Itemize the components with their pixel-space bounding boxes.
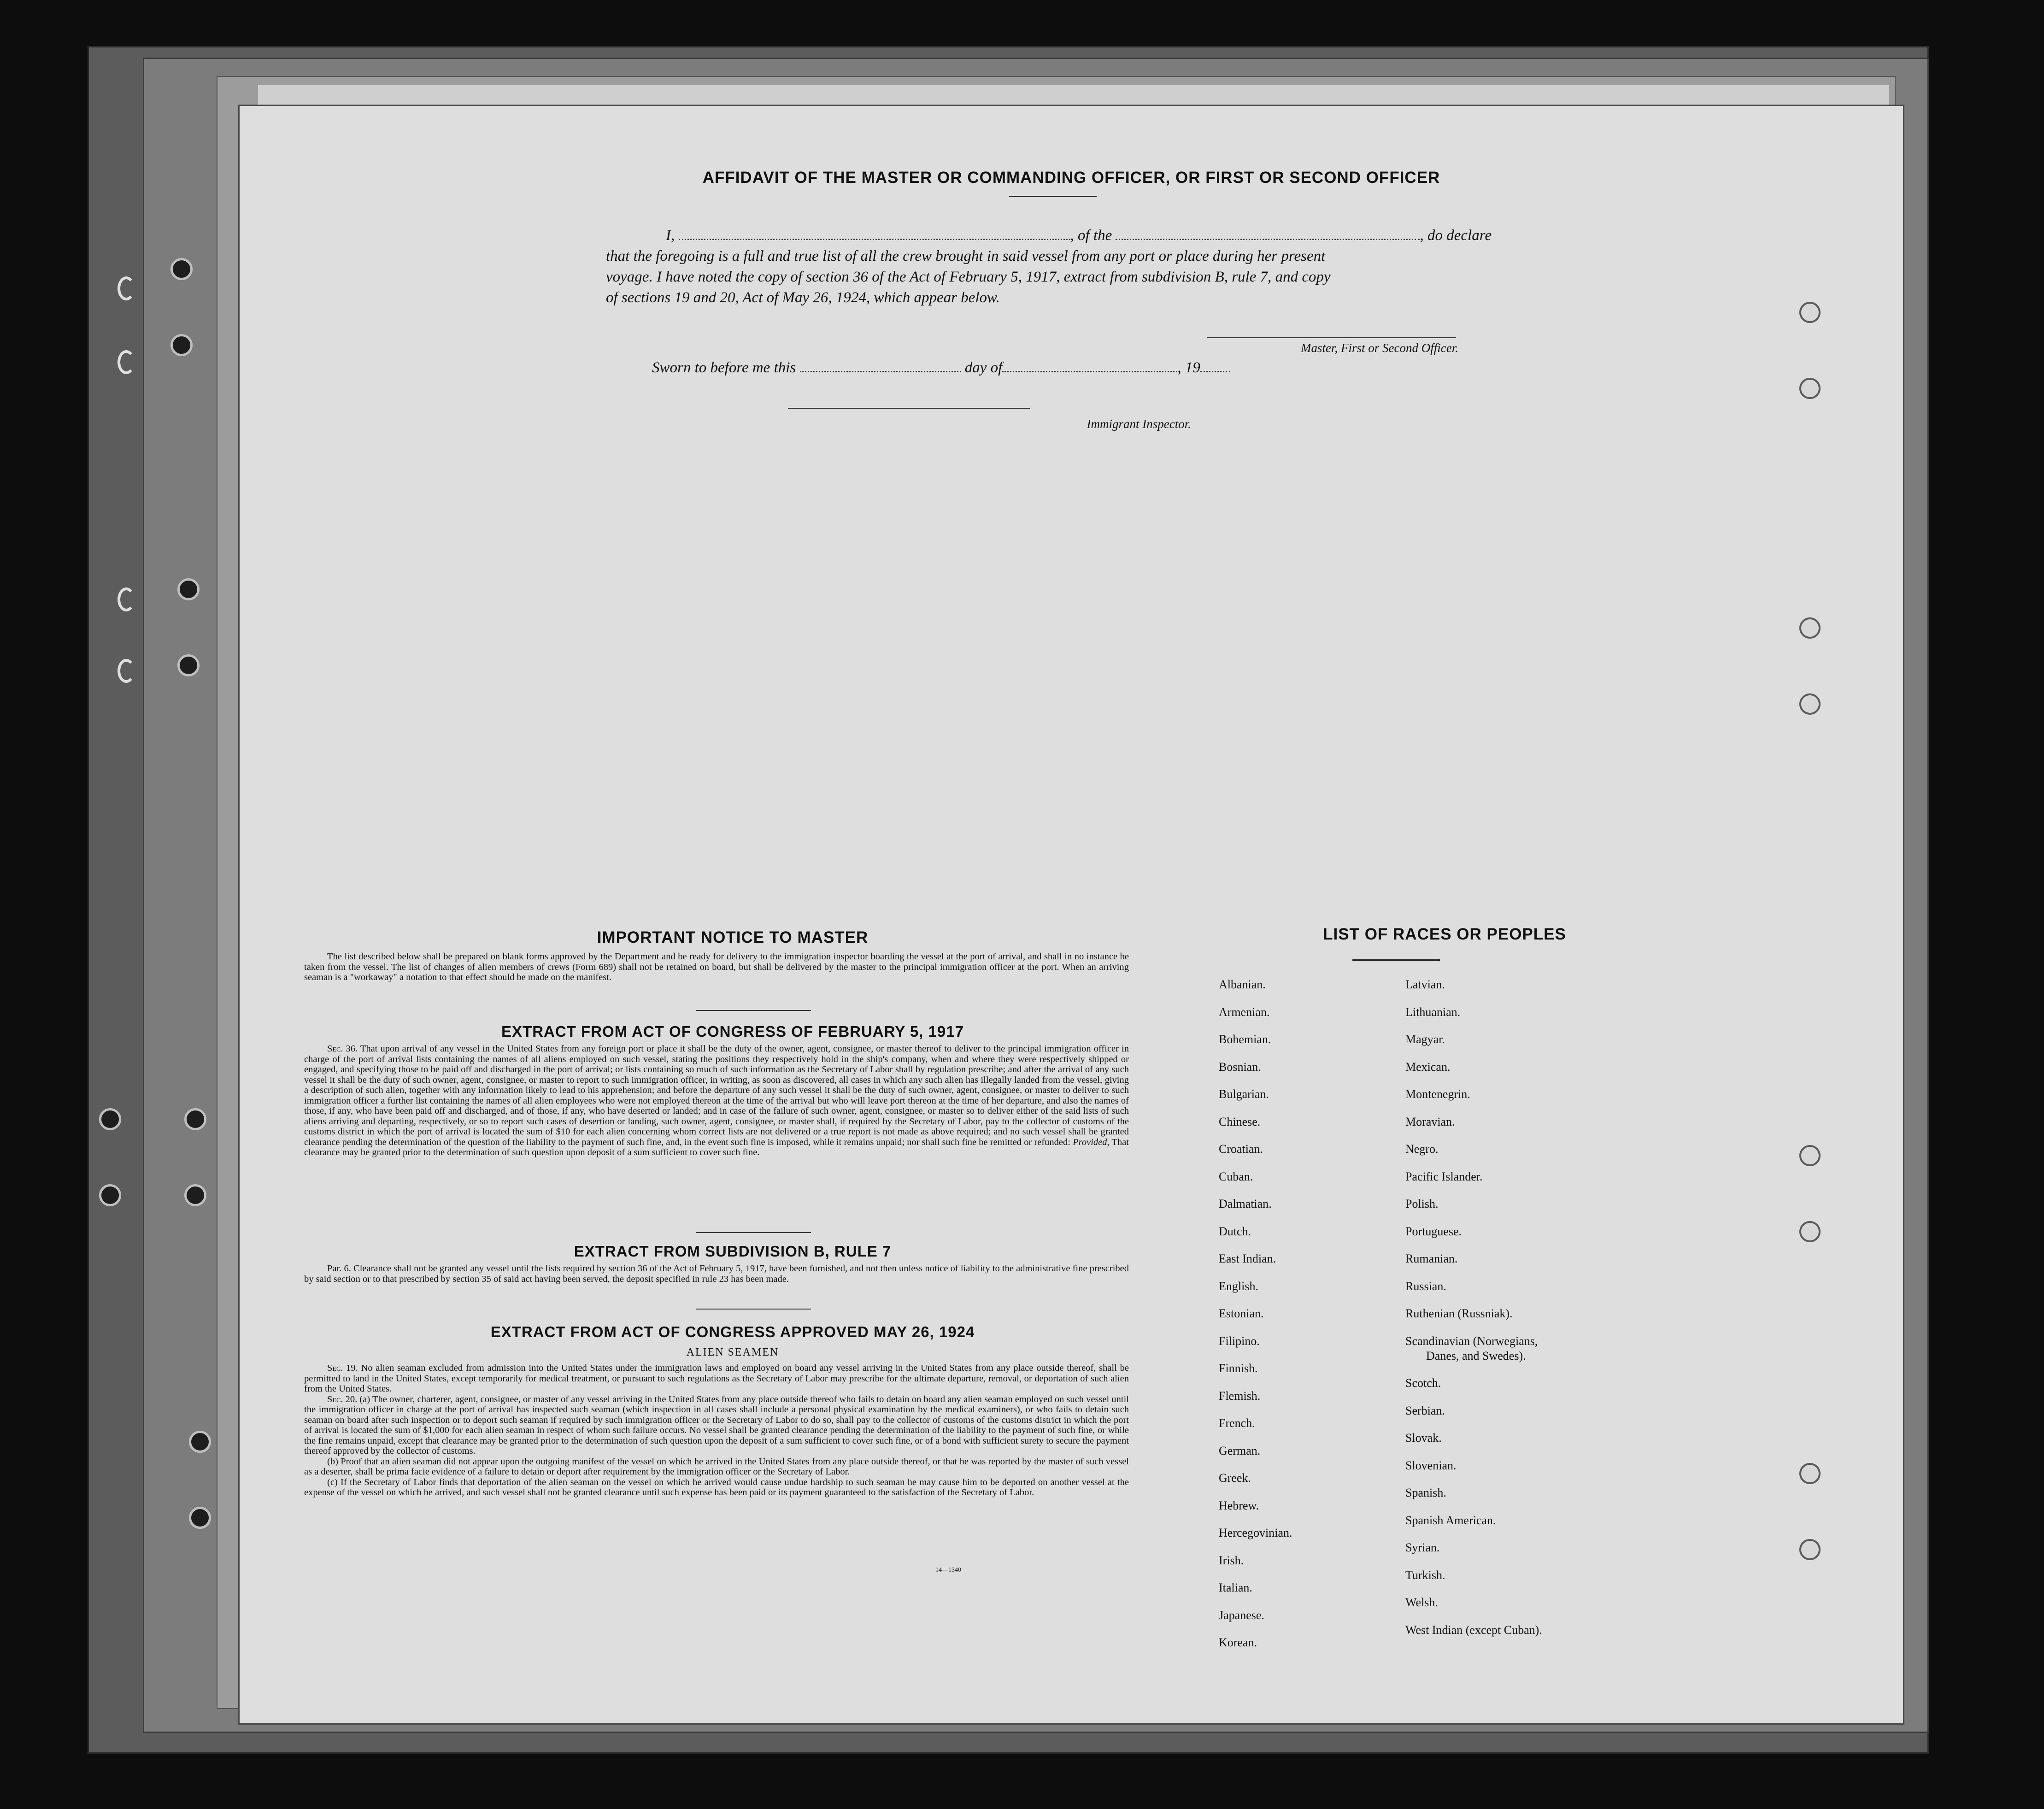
sec19-lead: Sec. 19.	[327, 1363, 358, 1373]
race-item: Flemish.	[1219, 1389, 1261, 1403]
master-signature-caption: Master, First or Second Officer.	[1301, 341, 1458, 355]
affidavit-line-4: of sections 19 and 20, Act of May 26, 1924, which appear below.	[606, 289, 1000, 306]
punch-hole-icon	[184, 1108, 206, 1130]
race-item: Estonian.	[1219, 1307, 1264, 1320]
race-item: Pacific Islander.	[1405, 1169, 1483, 1183]
extract-1917-text: That upon arrival of any vessel in the United States from any foreign port or place it shall be the duty of the owner, agent, consignee, or master thereof to deliver to the principal immigration officer in charge of the port of arrival lists containing the names of all aliens employed on such vessel, stating the positions they respectively hold in the ship's company, when and where they were respectively shipped or engaged, and specifying those to be paid off and discharged in the port of arrival; or lists containing so much of such information as the Secretary of Labor shall by regulation prescribe; and after the arrival of any such vessel it shall be the duty of such owner, agent, consignee, or master to report to such immigration officer, in writing, as soon as discovered, all cases in which any such alien has illegally landed from the vessel, giving a description of such alien, together with any information likely to lead to his apprehension; and before the departure of any such vessel it shall be the duty of such owner, agent, consignee, or master to deliver to such immigration officer a further list containing the names of all alien employees who were not employed thereon at the time of the arrival but who will leave port thereon at the time of her departure, and also the names of those, if any, who have been paid off and discharged, and of those, if any, who have deserted or landed; and in case of the failure of such owner, agent, consignee, or master so to deliver either of the said lists of such aliens arriving and departing, respectively, or so to report such cases of desertion or landing, such owner, agent, consignee, or master shall, if required by the Secretary of Labor, pay to the collector of customs of the customs district in which the port of arrival is located the sum of $10 for each alien concerning whom correct lists are not delivered or a true report is not made as above required; and no such vessel shall be granted clearance pending the determination of the question of the liability to the payment of such fine, and, in the event such fine is imposed, while it remains unpaid; nor shall such fine be remitted or refunded:	[304, 1044, 1129, 1147]
sec20a-text: (a) The owner, charterer, agent, consignee, or master of any vessel arriving in the United States from any place outside thereof who fails to detain on board any alien seaman employed on such vessel until the immigration officer in charge at the port of arrival has inspected such seaman (which inspection in all cases shall include a personal physical examination by the medical examiners), or who fails to detain such seaman on board after such inspection or to deport such seaman if required by such immigration officer or the Secretary of Labor to do so, shall pay to the collector of customs of the customs district in which the port of arrival is located the sum of $1,000 for each alien seaman in respect of whom such failure occurs. No vessel shall be granted clearance pending the determination of the liability to the payment of such fine, or while the fine remains unpaid, except that clearance may be granted prior to the determination of such question upon the deposit of a sum sufficient to cover such fine, or of a bond with sufficient surety to secure the payment thereof approved by the collector of customs.	[304, 1394, 1129, 1456]
sec19-text: No alien seaman excluded from admission into the United States under the immigration laws and employed on board any vessel arriving in the United States from any place outside thereof, shall be permitted to land in the United States, except temporarily for medical treatment, or pursuant to such regulations as the Secretary of Labor may prescribe for the ultimate departure, removal, or deportation of such alien from the United States.	[304, 1363, 1129, 1394]
race-item: Spanish American.	[1405, 1513, 1496, 1527]
punch-hole-edge-icon	[117, 350, 135, 374]
inspector-signature-caption: Immigrant Inspector.	[1087, 417, 1191, 431]
races-title-rule	[1352, 959, 1440, 961]
races-title: LIST OF RACES OR PEOPLES	[1323, 925, 1566, 943]
punch-hole-icon	[1799, 1539, 1821, 1560]
race-item: Syrian.	[1405, 1541, 1440, 1554]
race-item: Armenian.	[1219, 1005, 1270, 1019]
race-item: Latvian.	[1405, 978, 1445, 991]
extract-1924-body	[304, 1363, 1129, 1498]
affidavit-line-2: that the foregoing is a full and true list of all the crew brought in said vessel from any port or place during her present	[606, 248, 1326, 264]
punch-hole-icon	[1799, 1145, 1821, 1166]
punch-hole-icon	[1799, 302, 1821, 323]
sworn-day-blank[interactable]	[800, 366, 961, 372]
extract-1917-title: EXTRACT FROM ACT OF CONGRESS OF FEBRUARY 5, 1917	[501, 1023, 964, 1040]
sworn-year-blank[interactable]	[1200, 366, 1230, 372]
race-item: Dalmatian.	[1219, 1197, 1272, 1210]
punch-hole-icon	[1799, 617, 1821, 639]
race-item: Scandinavian (Norwegians,	[1405, 1334, 1538, 1348]
race-item: Chinese.	[1219, 1115, 1261, 1128]
affidavit-line-1	[666, 227, 1492, 244]
punch-hole-icon	[170, 258, 193, 280]
sec20b-paragraph: (b) Proof that an alien seaman did not appear upon the outgoing manifest of the vessel on which he arrived in the United States from any place outside thereof, or that he was reported by the master of such vessel as a deserter, shall be prima facie evidence of a failure to detain or deport after requirement by the immigration officer or the Secretary of Labor.	[304, 1456, 1129, 1477]
race-item: Korean.	[1219, 1636, 1257, 1649]
race-item: Polish.	[1405, 1197, 1439, 1210]
sec20-lead: Sec. 20.	[327, 1394, 358, 1404]
affidavit-i-label: I,	[666, 227, 675, 244]
race-item: West Indian (except Cuban).	[1405, 1623, 1542, 1637]
inspector-signature-line[interactable]	[788, 408, 1030, 409]
punch-hole-icon	[177, 578, 200, 600]
race-item: Moravian.	[1405, 1115, 1455, 1128]
punch-hole-edge-icon	[117, 659, 135, 683]
race-item: Finnish.	[1219, 1362, 1258, 1375]
extract-rule7-rule	[696, 1309, 811, 1310]
punch-hole-edge-icon	[117, 587, 135, 611]
sec20c-paragraph: (c) If the Secretary of Labor finds that deportation of the alien seaman on the vessel on which he arrived would cause undue hardship to such seaman he may cause him to be deported on another vessel at the expense of the vessel on which he arrived, and such vessel shall not be granted clearance until such expense has been paid or its payment guaranteed to the satisfaction of the Secretary of Labor.	[304, 1477, 1129, 1498]
race-item: Rumanian.	[1405, 1252, 1458, 1265]
race-item: Dutch.	[1219, 1224, 1251, 1238]
race-item: English.	[1219, 1279, 1258, 1293]
notice-body: The list described below shall be prepared on blank forms approved by the Department and be ready for delivery to the immigration inspector boarding the vessel at the port of arrival, and shall in no instance be taken from the vessel. The list of changes of alien members of crews (Form 689) shall not be retained on board, but shall be delivered by the master to the principal immigration officer at the port. When an arriving seaman is a "workaway" a notation to that effect should be made on the manifest.	[304, 951, 1129, 982]
punch-hole-edge-icon	[117, 276, 135, 300]
race-item: Scotch.	[1405, 1376, 1441, 1390]
race-item: Cuban.	[1219, 1169, 1253, 1183]
punch-hole-icon	[177, 654, 200, 676]
race-item: German.	[1219, 1444, 1261, 1457]
race-item: Bulgarian.	[1219, 1087, 1269, 1101]
race-item: Slovak.	[1405, 1431, 1442, 1445]
document-page	[240, 106, 1903, 1723]
race-item: Lithuanian.	[1405, 1005, 1461, 1019]
extract-rule7-title: EXTRACT FROM SUBDIVISION B, RULE 7	[574, 1243, 892, 1260]
sworn-month-blank[interactable]	[1002, 366, 1177, 372]
sec19-paragraph	[304, 1363, 1129, 1394]
punch-hole-icon	[1799, 693, 1821, 715]
vessel-blank[interactable]	[1116, 234, 1420, 240]
punch-hole-icon	[184, 1184, 206, 1206]
race-item: Mexican.	[1405, 1060, 1451, 1074]
race-item: Hebrew.	[1219, 1498, 1259, 1512]
punch-hole-icon	[1799, 1221, 1821, 1242]
extract-1917-tail: That clearance may be granted prior to the determination of such question upon deposit of a sum sufficient to cover such fine.	[304, 1137, 1129, 1157]
race-item: Welsh.	[1405, 1596, 1438, 1609]
punch-hole-icon	[189, 1431, 211, 1453]
punch-hole-icon	[1799, 378, 1821, 399]
extract-1924-subtitle: ALIEN SEAMEN	[686, 1346, 779, 1358]
race-item: Filipino.	[1219, 1334, 1260, 1348]
extract-1917-rule	[696, 1232, 811, 1233]
race-item: Negro.	[1405, 1142, 1439, 1156]
punch-hole-icon	[99, 1108, 121, 1130]
race-item: East Indian.	[1219, 1252, 1276, 1265]
affidavit-of-label: , of the	[1070, 227, 1112, 244]
race-item: Japanese.	[1219, 1608, 1264, 1622]
race-item: French.	[1219, 1416, 1255, 1430]
extract-1917-lead: Sec. 36.	[327, 1044, 358, 1054]
notice-rule	[696, 1010, 811, 1011]
race-item: Bosnian.	[1219, 1060, 1261, 1074]
race-item: Danes, and Swedes).	[1426, 1349, 1526, 1363]
race-item: Italian.	[1219, 1581, 1252, 1594]
punch-hole-icon	[99, 1184, 121, 1206]
extract-1924-title: EXTRACT FROM ACT OF CONGRESS APPROVED MAY 26, 1924	[490, 1323, 975, 1340]
punch-hole-icon	[170, 334, 193, 356]
race-item: Spanish.	[1405, 1486, 1446, 1499]
sworn-line	[652, 359, 1230, 376]
extract-rule7-body: Par. 6. Clearance shall not be granted any vessel until the lists required by section 36 of the Act of February 5, 1917, have been furnished, and not then unless notice of liability to the administrative fine prescribed by said section or to that prescribed by section 35 of said act having been served, the deposit specified in rule 23 has been made.	[304, 1263, 1129, 1284]
race-item: Albanian.	[1219, 978, 1266, 991]
race-item: Turkish.	[1405, 1568, 1445, 1582]
affidavit-title-rule	[1009, 196, 1097, 197]
master-signature-line[interactable]	[1207, 337, 1456, 338]
race-item: Magyar.	[1405, 1033, 1445, 1046]
race-item: Serbian.	[1405, 1404, 1445, 1417]
affidavit-declare-label: , do declare	[1420, 227, 1492, 244]
extract-1917-proviso: Provided,	[1073, 1137, 1110, 1147]
race-item: Croatian.	[1219, 1142, 1263, 1156]
sec20a-paragraph	[304, 1394, 1129, 1457]
name-blank[interactable]	[679, 234, 1070, 240]
race-item: Greek.	[1219, 1471, 1251, 1485]
race-item: Hercegovinian.	[1219, 1526, 1292, 1539]
race-item: Bohemian.	[1219, 1033, 1271, 1046]
notice-title: IMPORTANT NOTICE TO MASTER	[597, 928, 869, 946]
race-item: Portuguese.	[1405, 1224, 1462, 1238]
race-item: Ruthenian (Russniak).	[1405, 1307, 1513, 1320]
race-item: Irish.	[1219, 1553, 1244, 1567]
affidavit-line-3: voyage. I have noted the copy of section 36 of the Act of February 5, 1917, extract from subdivision B, rule 7, and copy	[606, 269, 1331, 285]
sworn-day-of: day of	[964, 359, 1003, 376]
race-item: Slovenian.	[1405, 1458, 1457, 1472]
punch-hole-icon	[189, 1507, 211, 1529]
sworn-prefix: Sworn to before me this	[652, 359, 796, 376]
punch-hole-icon	[1799, 1463, 1821, 1484]
form-number: 14—1340	[935, 1567, 961, 1574]
race-item: Russian.	[1405, 1279, 1446, 1293]
race-item: Montenegrin.	[1405, 1087, 1470, 1101]
affidavit-title: AFFIDAVIT OF THE MASTER OR COMMANDING OFFICER, OR FIRST OR SECOND OFFICER	[702, 169, 1440, 187]
extract-1917-body	[304, 1044, 1129, 1158]
sworn-year: , 19	[1177, 359, 1200, 376]
